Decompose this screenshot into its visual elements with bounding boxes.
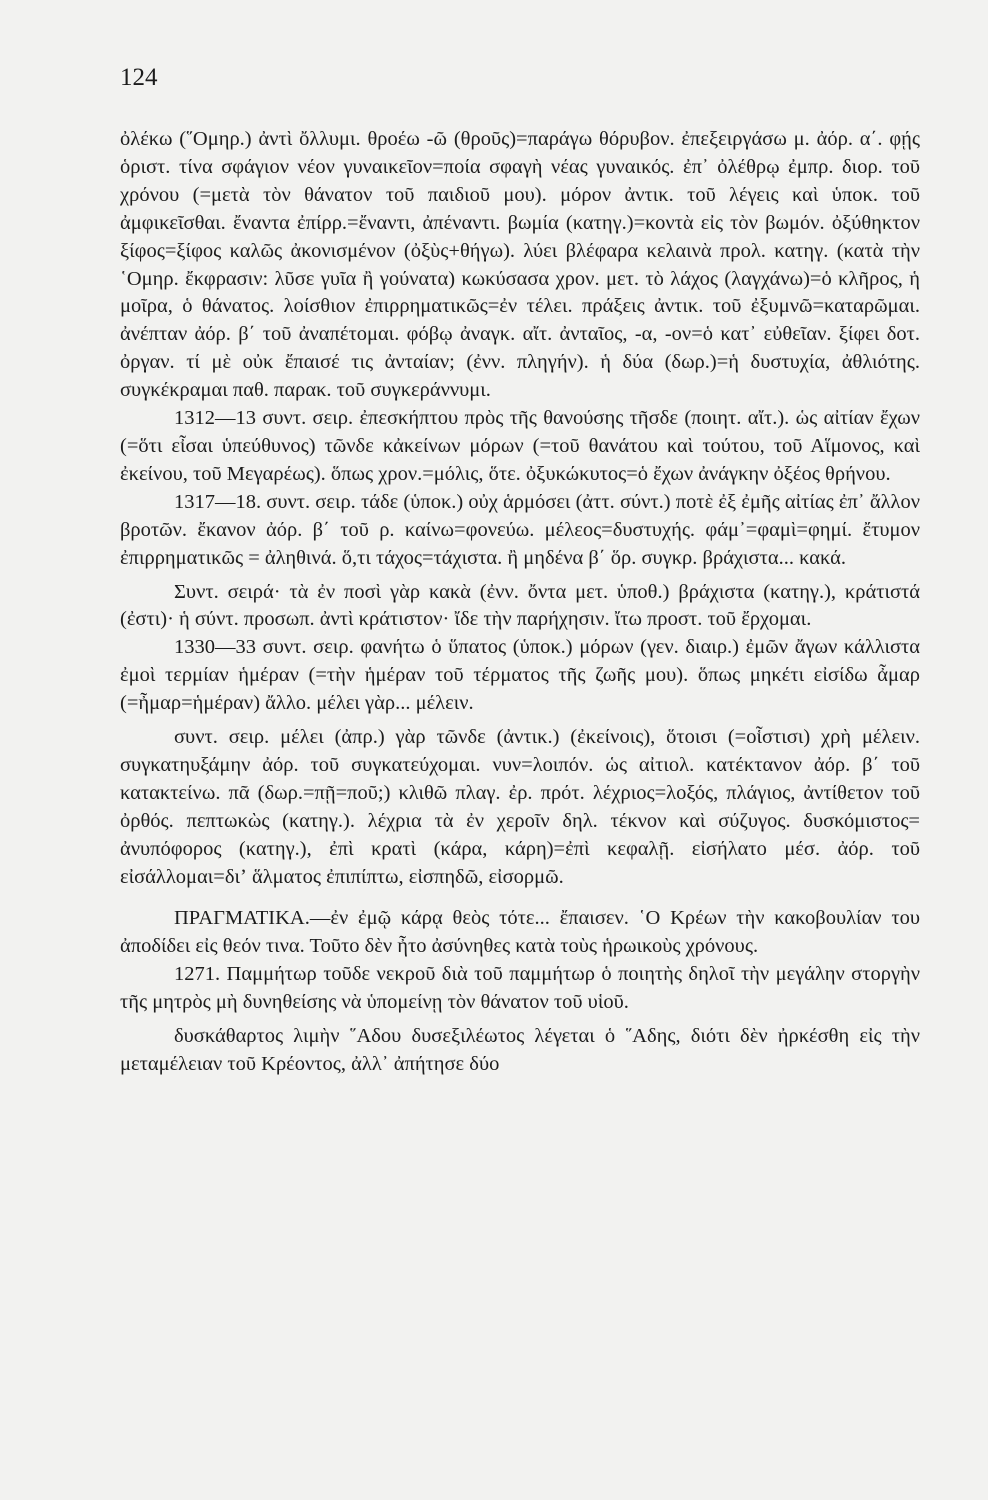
- paragraph: ὀλέκω (῞Ομηρ.) ἀντὶ ὄλλυμι. θροέω -ῶ (θροῦς)=παράγω θόρυβον. ἐπεξειργάσω μ. ἀόρ. α΄. φῄς ὁριστ. τίνα σφάγιον νέον γυναικεῖον=ποία σφαγὴ νέας γυναικός. ἐπ᾽ ὀλέθρῳ ἐμπρ. διορ. τοῦ χρόνου (=μετὰ τὸν θάνατον τοῦ παιδιοῦ μου). μόρον ἀντικ. τοῦ λέγεις καὶ ὑποκ. τοῦ ἀμφικεῖσθαι. ἔναντα ἐπίρρ.=ἔναντι, ἀπέναντι. βωμία (κατηγ.)=κοντὰ εἰς τὸν βωμόν. ὀξύθηκτον ξίφος=ξίφος καλῶς ἀκονισμένον (ὀξὺς+θήγω). λύει βλέφαρα κελαινὰ προλ. κατηγ. (κατὰ τὴν ῾Ομηρ. ἔκφρασιν: λῦσε γυῖα ἢ γούνατα) κωκύσασα χρον. μετ. τὸ λάχος (λαγχάνω)=ὁ κλῆρος, ἡ μοῖρα, ὁ θάνατος. λοίσθιον ἐπιρρηματικῶς=ἐν τέλει. πράξεις ἀντικ. τοῦ ἐξυμνῶ=καταρῶμαι. ἀνέπταν ἀόρ. β΄ τοῦ ἀναπέτομαι. φόβῳ ἀναγκ. αἴτ. ἀνταῖος, -α, -ον=ὁ κατ᾽ εὐθεῖαν. ξίφει δοτ. ὀργαν. τί μὲ οὐκ ἔπαισέ τις ἀνταίαν; (ἐνν. πληγήν). ἡ δύα (δωρ.)=ἡ δυστυχία, ἀθλιότης. συγκέκραμαι παθ. παρακ. τοῦ συγκεράννυμι.: [120, 128, 920, 402]
- paragraph: 1271. Παμμήτωρ τοῦδε νεκροῦ διὰ τοῦ παμμήτωρ ὁ ποιητὴς δηλοῖ τὴν μεγάλην στοργὴν τῆς μητρὸς μὴ δυνηθείσης νὰ ὑπομείνῃ τὸν θάνατον τοῦ υἱοῦ.: [120, 963, 920, 1014]
- paragraph: Συντ. σειρά· τὰ ἐν ποσὶ γὰρ κακὰ (ἐνν. ὄντα μετ. ὑποθ.) βράχιστα (κατηγ.), κράτιστά (ἐστι)· ἡ σύντ. προσωπ. ἀντὶ κράτιστον· ἴδε τὴν παρήχησιν. ἴτω προστ. τοῦ ἔρχομαι.: [120, 580, 920, 631]
- paragraph: δυσκάθαρτος λιμὴν ῞Αδου δυσεξιλέωτος λέγεται ὁ ῞Αδης, διότι δὲν ἠρκέσθη εἰς τὴν μεταμέλειαν τοῦ Κρέοντος, ἀλλ᾽ ἀπήτησε δύο: [120, 1025, 920, 1075]
- paragraph: 1330—33 συντ. σειρ. φανήτω ὁ ὕπατος (ὑποκ.) μόρων (γεν. διαιρ.) ἐμῶν ἄγων κάλλιστα ἐμοὶ τερμίαν ἡμέραν (=τὴν ἡμέραν τοῦ τέρματος τῆς ζωῆς μου). ὅπως μηκέτι εἰσίδω ἆμαρ (=ἦμαρ=ἡμέραν) ἄλλο. μέλει γὰρ... μέλειν.: [120, 636, 920, 715]
- paragraph: 1317—18. συντ. σειρ. τάδε (ὑποκ.) οὐχ ἁρμόσει (ἀττ. σύντ.) ποτὲ ἐξ ἐμῆς αἰτίας ἐπ᾽ ἄλλον βροτῶν. ἔκανον ἀόρ. β΄ τοῦ ρ. καίνω=φονεύω. μέλεος=δυστυχής. φάμ᾽=φαμὶ=φημί. ἔτυμον ἐπιρρηματικῶς = ἀληθινά. ὅ,τι τάχος=τάχιστα. ἢ μηδένα β΄ ὅρ. συγκρ. βράχιστα... κακά.: [120, 490, 920, 569]
- paragraph: 1312—13 συντ. σειρ. ἐπεσκήπτου πρὸς τῆς θανούσης τῆσδε (ποιητ. αἴτ.). ὡς αἰτίαν ἔχων (=ὅτι εἶσαι ὑπεύθυνος) τῶνδε κἀκείνων μόρων (=τοῦ θανάτου καὶ τούτου, τοῦ Αἵμονος, καὶ ἐκείνου, τοῦ Μεγαρέως). ὅπως χρον.=μόλις, ὅτε. ὀξυκώκυτος=ὁ ἔχων ἀνάγκην ὀξέος θρήνου.: [120, 407, 920, 485]
- paragraph: ΠΡΑΓΜΑΤΙΚΑ.—ἐν ἐμῷ κάρᾳ θεὸς τότε... ἔπαισεν. ῾Ο Κρέων τὴν κακοβουλίαν του ἀποδίδει εἰς θεόν τινα. Τοῦτο δὲν ἦτο ἀσύνηθες κατὰ τοὺς ἡρωικοὺς χρόνους.: [120, 907, 920, 958]
- paragraph: συντ. σειρ. μέλει (ἀπρ.) γὰρ τῶνδε (ἀντικ.) (ἐκείνοις), ὅτοισι (=οἷστισι) χρὴ μέλειν. συγκατηυξάμην ἀόρ. τοῦ συγκατεύχομαι. νυν=λοιπόν. ὡς αἰτιολ. κατέκτανον ἀόρ. β΄ τοῦ κατακτείνω. πᾶ (δωρ.=πῇ=ποῦ;) κλιθῶ πλαγ. ἐρ. πρότ. λέχριος=λοξός, πλάγιος, ἀντίθετον τοῦ ὀρθός. πεπτωκὼς (κατηγ.). λέχρια τὰ ἐν χεροῖν δηλ. τέκνον καὶ σύζυγος. δυσκόμιστος= ἀνυπόφορος (κατηγ.), ἐπὶ κρατὶ (κάρα, κάρη)=ἐπὶ κεφαλῇ. εἰσήλατο μέσ. ἀόρ. τοῦ εἰσάλλομαι=διʼ ἅλματος ἐπιπίπτω, εἰσπηδῶ, εἰσορμῶ.: [120, 726, 920, 888]
- body-text: [120, 126, 920, 1079]
- page-number: 124: [120, 64, 158, 91]
